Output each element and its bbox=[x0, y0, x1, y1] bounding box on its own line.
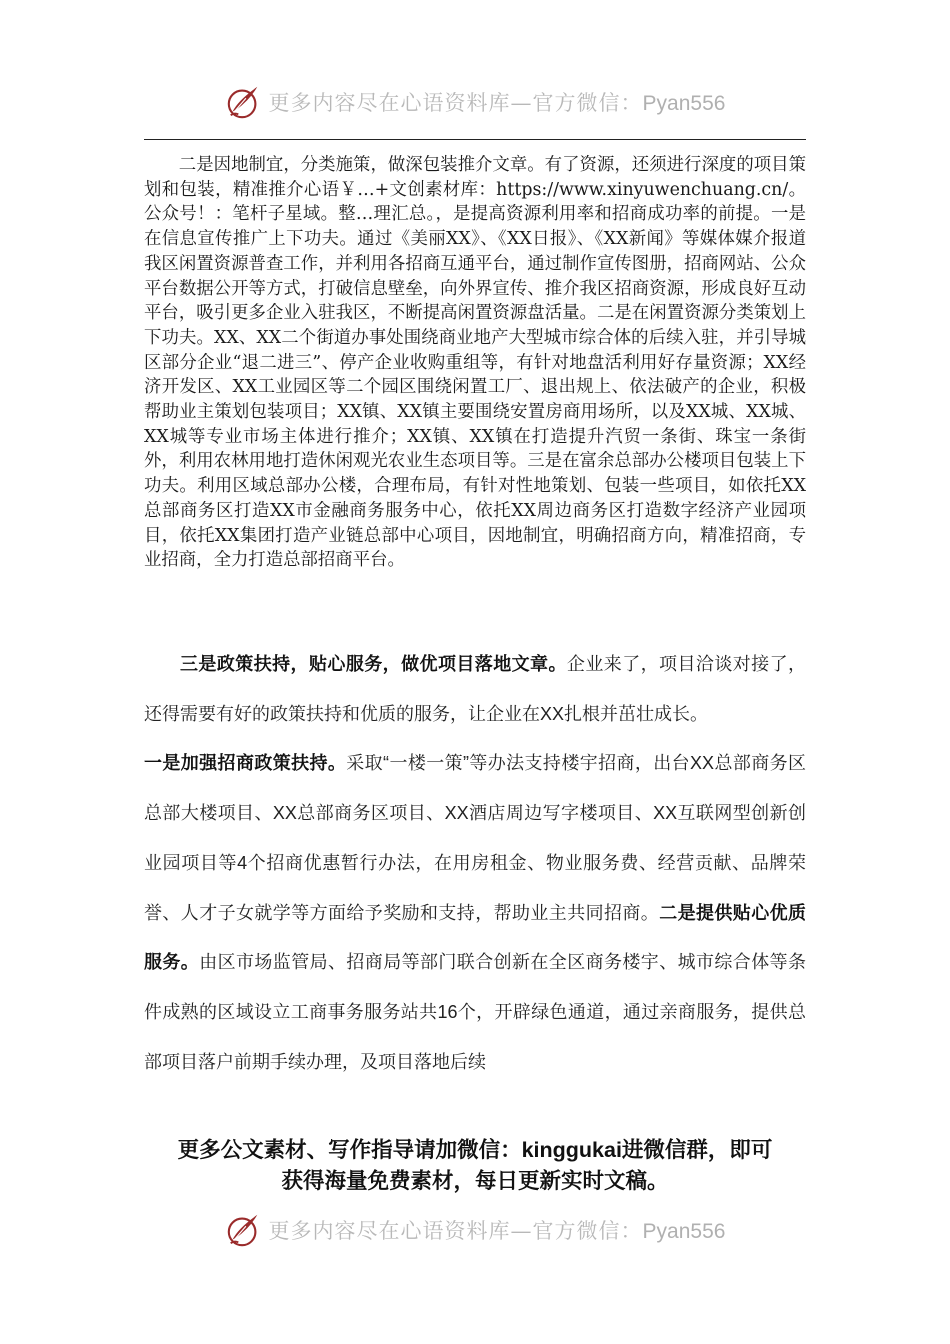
feather-pen-seal-icon bbox=[225, 1211, 263, 1249]
subsection-heading-2: 二是提供贴心优质服务。 bbox=[144, 902, 807, 973]
section-heading: 三是政策扶持，贴心服务，做优项目落地文章。 bbox=[180, 654, 567, 674]
footer-wechat-id: Pyan556 bbox=[642, 1220, 726, 1243]
paragraph-text: 企业来了，项目洽谈对接了，还得需要有好的政策扶持和优质的服务，让企业在XX扎根并茁壮成长。 bbox=[144, 654, 807, 724]
header-brand bbox=[0, 82, 950, 122]
body-paragraph-2 bbox=[144, 640, 806, 1087]
subsection-heading-1: 一是加强招商政策扶持。 bbox=[144, 753, 347, 774]
sub-paragraph bbox=[144, 739, 806, 1087]
paragraph-text: 二是因地制宜，分类施策，做深包装推介文章。有了资源，还须进行深度的项目策划和包装，精准推介心语￥…+文创素材库：https://www.xinyuwenchuang.cn/。公众号！：笔杆子星域。整…理汇总。，是提高资源利用率和招商成功率的前提。一是在信息宣传推广上下功夫。通过《美丽XX》、《XX日报》、《XX新闻》等媒体媒介报道我区闲置资源普查工作，并利用各招商互通平台，通过制作宣传图册，招商网站、公众平台数据公开等方式，打破信息壁垒，向外界宣传、推介我区招商资源，形成良好互动平台，吸引更多企业入驻我区，不断提高闲置资源盘活量。二是在闲置资源分类策划上下功夫。XX、XX二个街道办事处围绕商业地产大型城市综合体的后续入驻，并引导城区部分企业“退二进三”、停产企业收购重组等，有针对地盘活利用好存量资源；XX经济开发区、XX工业园区等二个园区围绕闲置工厂、退出规上、依法破产的企业，积极帮助业主策划包装项目；XX镇、XX镇主要围绕安置房商用场所，以及XX城、XX城、XX城等专业市场主体进行推介；XX镇、XX镇在打造提升汽贸一条街、珠宝一条街外，利用农林用地打造休闲观光农业生态项目等。三是在富余总部办公楼项目包装上下功夫。利用区域总部办公楼，合理布局，有针对性地策划、包装一些项目，如依托XX总部商务区打造XX市金融商务服务中心，依托XX周边商务区打造数字经济产业园项目，依托XX集团打造产业链总部中心项目，因地制宜，明确招商方向，精准招商，专业招商，全力打造总部招商平台。 bbox=[144, 155, 806, 571]
header-wechat-id: Pyan556 bbox=[642, 92, 726, 115]
feather-pen-seal-icon bbox=[225, 83, 263, 121]
header-brand-text: 更多内容尽在心语资料库—官方微信：Pyan556 bbox=[268, 91, 726, 115]
subsection-text-1: 采取“一楼一策”等办法支持楼宇招商，出台XX总部商务区总部大楼项目、XX总部商务区项目、XX酒店周边写字楼项目、XX互联网型创新创业园项目等4个招商优惠暂行办法，在用房租金、物业服务费、经营贡献、品牌荣誉、人才子女就学等方面给予奖励和支持，帮助业主共同招商。 bbox=[144, 753, 807, 923]
header-divider bbox=[144, 139, 806, 140]
footer-brand bbox=[0, 1210, 950, 1250]
promo-notice bbox=[120, 1135, 830, 1197]
body-paragraph-1 bbox=[144, 153, 806, 573]
footer-brand-text: 更多内容尽在心语资料库—官方微信：Pyan556 bbox=[268, 1219, 726, 1243]
promo-line-1: 更多公文素材、写作指导请加微信：kinggukai进微信群，即可 bbox=[177, 1138, 773, 1162]
promo-line-2: 获得海量免费素材，每日更新实时文稿。 bbox=[281, 1169, 669, 1193]
subsection-text-2: 由区市场监管局、招商局等部门联合创新在全区商务楼宇、城市综合体等条件成熟的区域设立工商事务服务站共16个，开辟绿色通道，通过亲商服务，提供总部项目落户前期手续办理，及项目落地后续 bbox=[144, 952, 806, 1072]
